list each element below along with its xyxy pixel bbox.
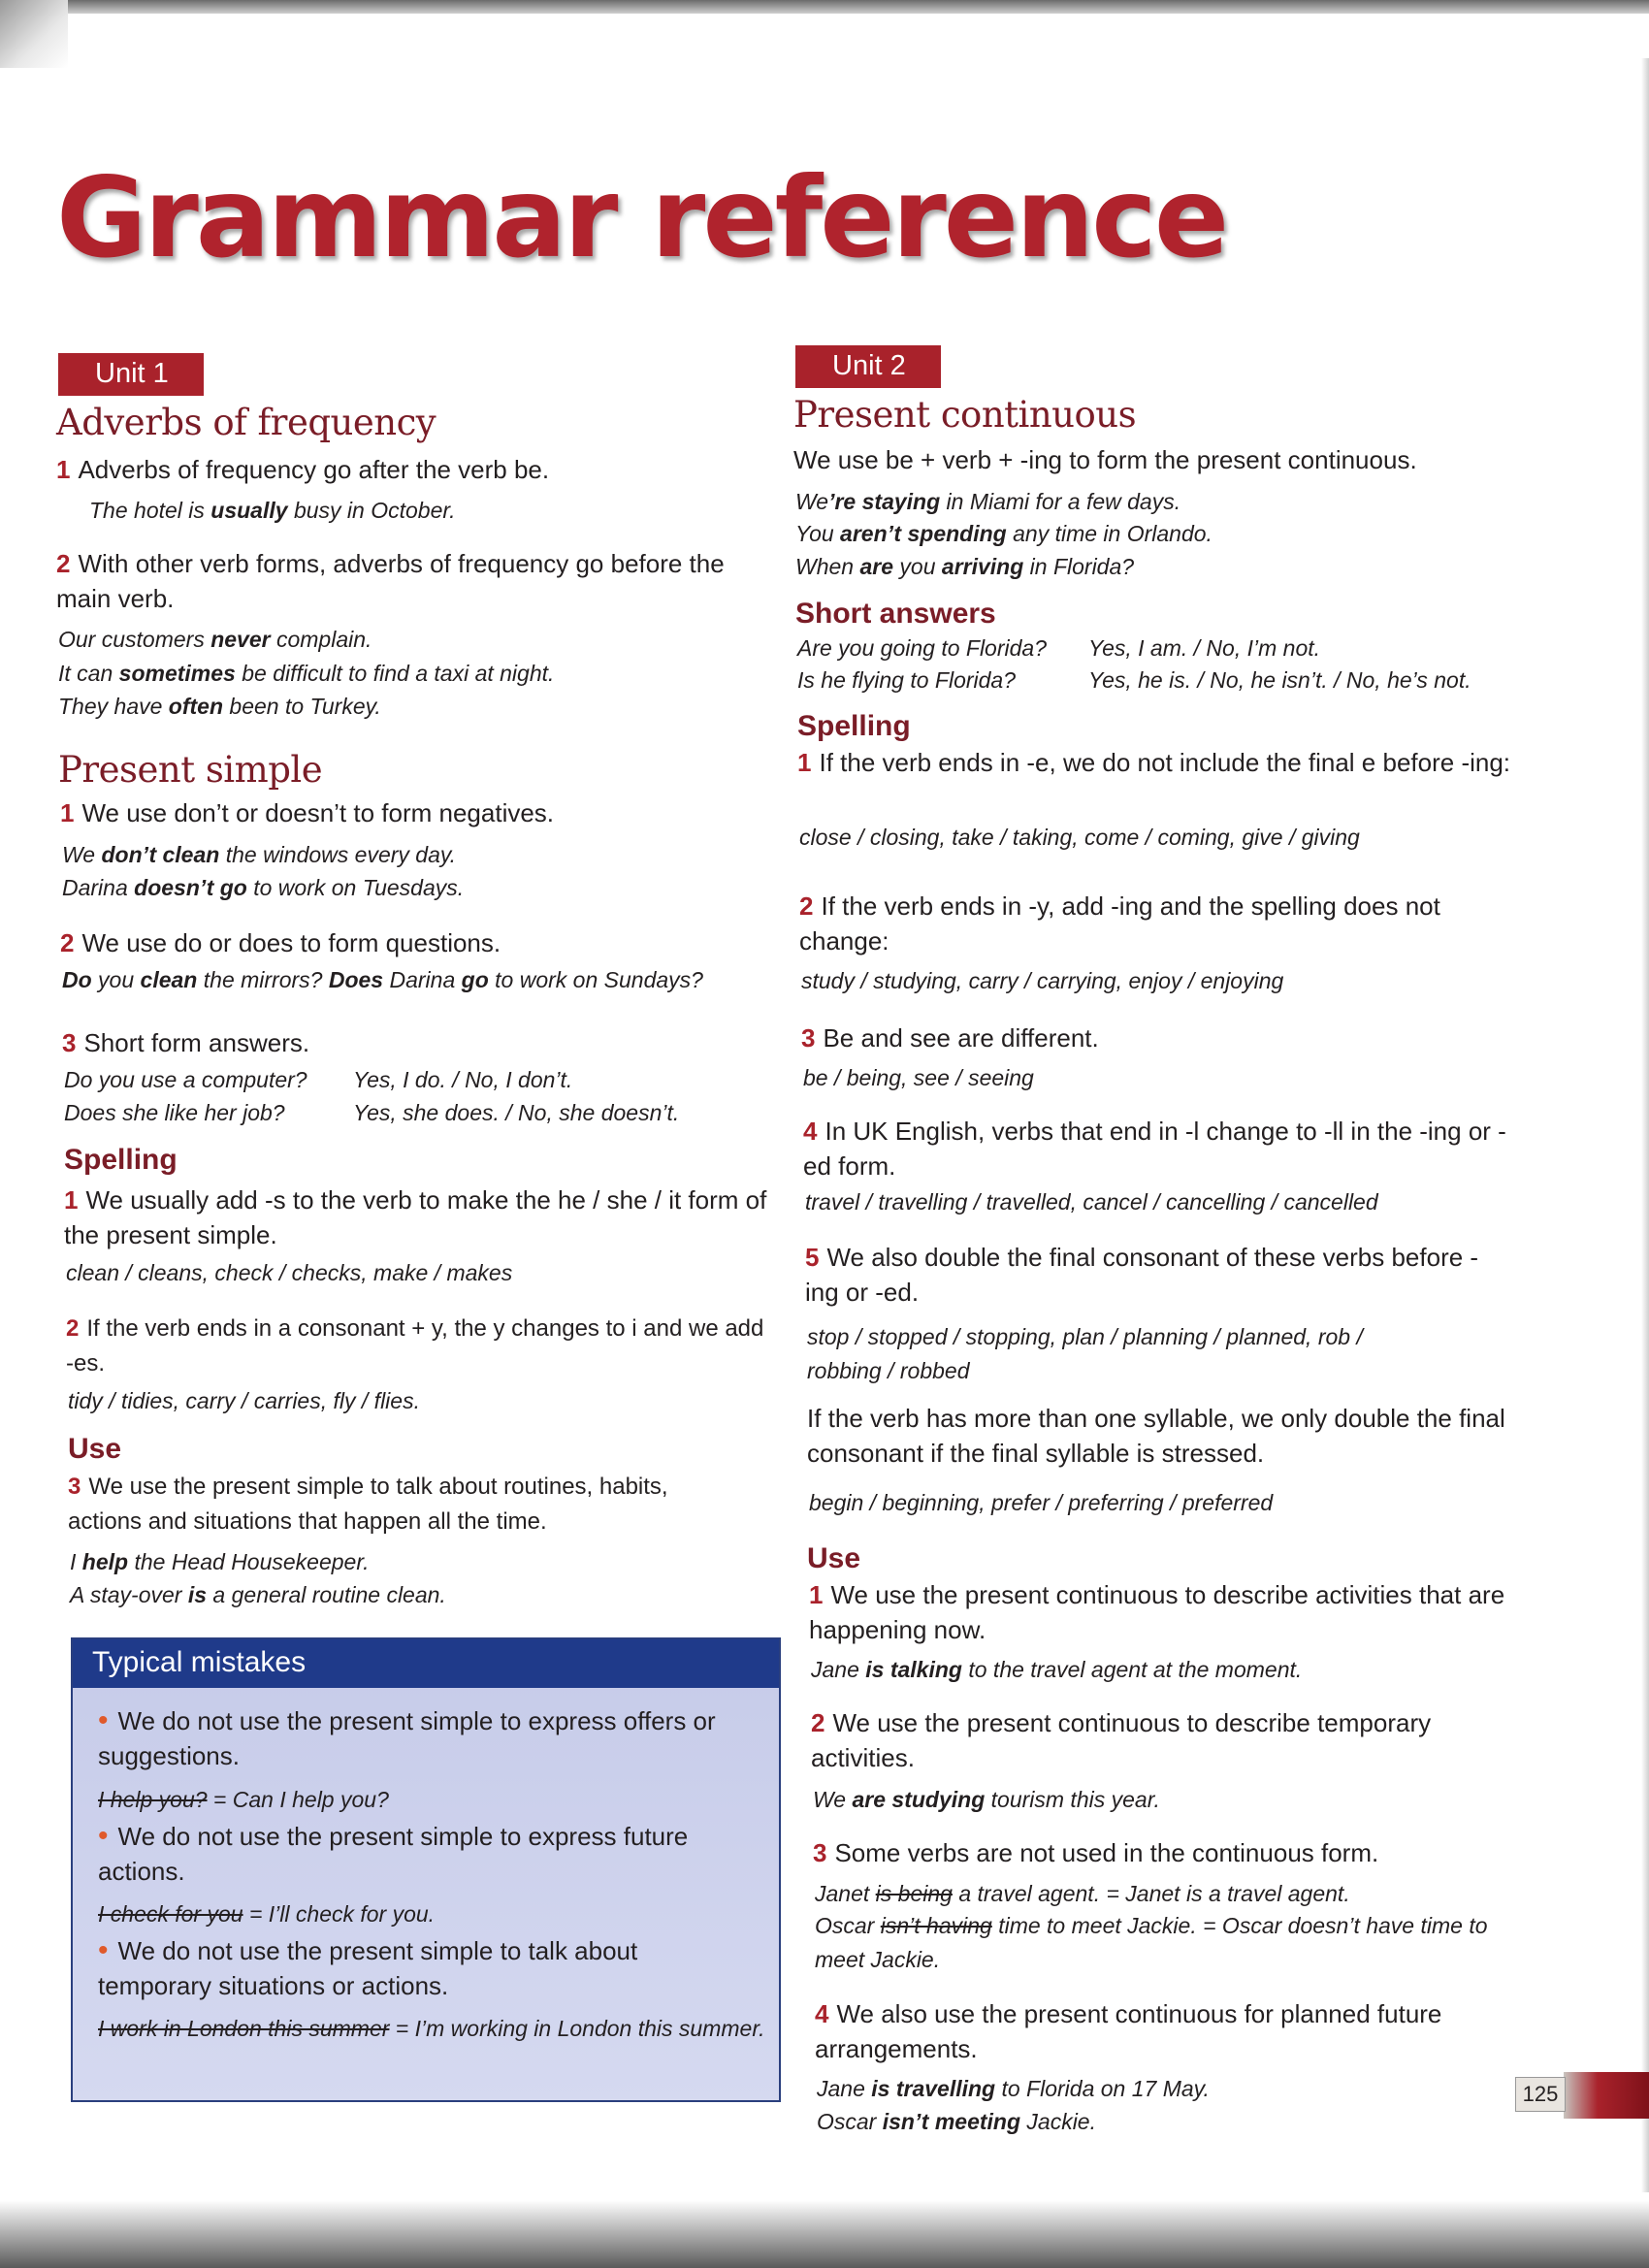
use-point-3: 3 Some verbs are not used in the continuous form. — [813, 1838, 1379, 1867]
unit-1-badge: Unit 1 — [58, 353, 204, 396]
bullet-icon: • — [98, 1820, 109, 1852]
spelling-point-3: 3 Be and see are different. — [801, 1023, 1099, 1053]
bullet-icon: • — [98, 1704, 109, 1736]
short-answer-row: Does she like her job? Yes, she does. / No, she doesn’t. — [64, 1100, 680, 1125]
example-sentence: begin / beginning, prefer / preferring / preferred — [809, 1490, 1274, 1515]
example-sentence: When are you arriving in Florida? — [795, 554, 1135, 579]
example-sentence: Do you clean the mirrors? Does Darina go to work on Sundays? — [62, 967, 703, 992]
example-sentence: We’re staying in Miami for a few days. — [795, 489, 1181, 514]
example-sentence: Jane is talking to the travel agent at the moment. — [811, 1657, 1303, 1682]
example-sentence: We are studying tourism this year. — [813, 1787, 1160, 1812]
example-sentence: Our customers never complain. — [58, 627, 372, 652]
scan-edge-right — [1641, 58, 1649, 2192]
present-simple-point-2: 2 We use do or does to form questions. — [60, 928, 501, 957]
short-answer-row: Are you going to Florida? Yes, I am. / No, I’m not. — [797, 635, 1321, 661]
example-sentence: Jane is travelling to Florida on 17 May. — [817, 2076, 1210, 2101]
use-point-3: 3 We use the present simple to talk about routines, habits, actions and situations that happen all the time. — [68, 1474, 668, 1535]
mistake-item: • We do not use the present simple to express offers or suggestions. — [98, 1704, 716, 1770]
example-sentence: close / closing, take / taking, come / coming, give / giving — [799, 825, 1360, 850]
spelling-point-6: If the verb has more than one syllable, we only double the final consonant if the final syllable is stressed. — [807, 1404, 1505, 1468]
example-sentence: A stay-over is a general routine clean. — [70, 1582, 446, 1607]
example-sentence: It can sometimes be difficult to find a taxi at night. — [58, 661, 555, 686]
example-sentence: tidy / tidies, carry / carries, fly / flies. — [68, 1388, 420, 1413]
spelling-point-2: 2 If the verb ends in a consonant + y, the y changes to i and we add -es. — [66, 1315, 764, 1377]
spelling-point-1: 1 We usually add -s to the verb to make the he / she / it form of the present simple. — [64, 1185, 767, 1249]
page-number: 125 — [1515, 2077, 1566, 2112]
example-sentence: You aren’t spending any time in Orlando. — [795, 521, 1212, 546]
mistake-item: • We do not use the present simple to talk about temporary situations or actions. — [98, 1934, 638, 2000]
mistake-example: I work in London this summer = I’m working in London this summer. — [98, 2016, 765, 2041]
spelling-point-5: 5 We also double the final consonant of these verbs before -ing or -ed. — [805, 1243, 1479, 1307]
point-number: 1 — [56, 455, 71, 484]
subhead-use: Use — [807, 1542, 861, 1574]
example-sentence: They have often been to Turkey. — [58, 694, 381, 719]
unit-2-badge: Unit 2 — [795, 345, 941, 388]
section-title-present-simple: Present simple — [58, 749, 323, 791]
short-answer-row: Is he flying to Florida? Yes, he is. / No, he isn’t. / No, he’s not. — [797, 667, 1471, 693]
mistake-item: • We do not use the present simple to express future actions. — [98, 1820, 689, 1886]
use-point-4: 4 We also use the present continuous for planned future arrangements. — [815, 1999, 1442, 2063]
point-number: 2 — [56, 549, 71, 578]
example-sentence: be / being, see / seeing — [803, 1065, 1034, 1090]
typical-mistakes-heading: Typical mistakes — [73, 1639, 779, 1688]
example-sentence: Oscar isn’t meeting Jackie. — [817, 2109, 1096, 2134]
page-title: Grammar reference — [56, 153, 1227, 282]
spelling-point-4: 4 In UK English, verbs that end in -l change to -ll in the -ing or -ed form. — [803, 1117, 1506, 1181]
example-sentence: We don’t clean the windows every day. — [62, 842, 457, 867]
example-sentence: stop / stopped / stopping, plan / planning / planned, rob / robbing / robbed — [807, 1324, 1363, 1383]
spelling-point-2: 2 If the verb ends in -y, add -ing and the spelling does not change: — [799, 891, 1440, 956]
bullet-icon: • — [98, 1934, 109, 1966]
mistake-example: I check for you = I’ll check for you. — [98, 1901, 436, 1927]
example-sentence: study / studying, carry / carrying, enjoy / enjoying — [801, 968, 1284, 993]
present-simple-point-1: 1 We use don’t or doesn’t to form negatives. — [60, 798, 555, 827]
scan-edge-top — [0, 0, 1649, 14]
spelling-point-1: 1 If the verb ends in -e, we do not include the final e before -ing: — [797, 748, 1511, 777]
example-sentence: The hotel is usually busy in October. — [89, 498, 456, 523]
typical-mistakes-box — [71, 1637, 781, 2102]
subhead-spelling: Spelling — [64, 1144, 178, 1176]
example-sentence: Janet is being a travel agent. = Janet is a travel agent. — [815, 1881, 1350, 1906]
scan-shadow-corner — [0, 0, 68, 68]
use-point-2: 2 We use the present continuous to describe temporary activities. — [811, 1708, 1432, 1772]
present-continuous-intro: We use be + verb + -ing to form the present continuous. — [793, 445, 1417, 474]
point-text: Adverbs of frequency go after the verb be. — [78, 455, 550, 484]
example-sentence: I help the Head Housekeeper. — [70, 1549, 370, 1574]
short-answer-row: Do you use a computer? Yes, I do. / No, I don’t. — [64, 1067, 573, 1092]
example-sentence: clean / cleans, check / checks, make / makes — [66, 1260, 513, 1285]
section-title-adverbs: Adverbs of frequency — [56, 402, 436, 443]
adverbs-point-2 — [56, 546, 774, 616]
example-sentence: Darina doesn’t go to work on Tuesdays. — [62, 875, 465, 900]
adverbs-point-1 — [56, 452, 774, 487]
scan-edge-bottom — [0, 2200, 1649, 2268]
present-simple-point-3: 3 Short form answers. — [62, 1028, 310, 1057]
example-sentence: travel / travelling / travelled, cancel / cancelling / cancelled — [805, 1189, 1378, 1215]
subhead-short-answers: Short answers — [795, 598, 996, 630]
mistake-example: I help you? = Can I help you? — [98, 1787, 389, 1812]
example-sentence: Oscar isn’t having time to meet Jackie. = Oscar doesn’t have time to meet Jackie. — [815, 1913, 1488, 1972]
subhead-spelling: Spelling — [797, 710, 911, 742]
use-point-1: 1 We use the present continuous to describe activities that are happening now. — [809, 1580, 1505, 1644]
point-text: With other verb forms, adverbs of frequency go before the main verb. — [56, 549, 725, 613]
subhead-use: Use — [68, 1433, 122, 1465]
page-tab — [1564, 2072, 1649, 2119]
section-title-present-continuous: Present continuous — [793, 394, 1137, 436]
